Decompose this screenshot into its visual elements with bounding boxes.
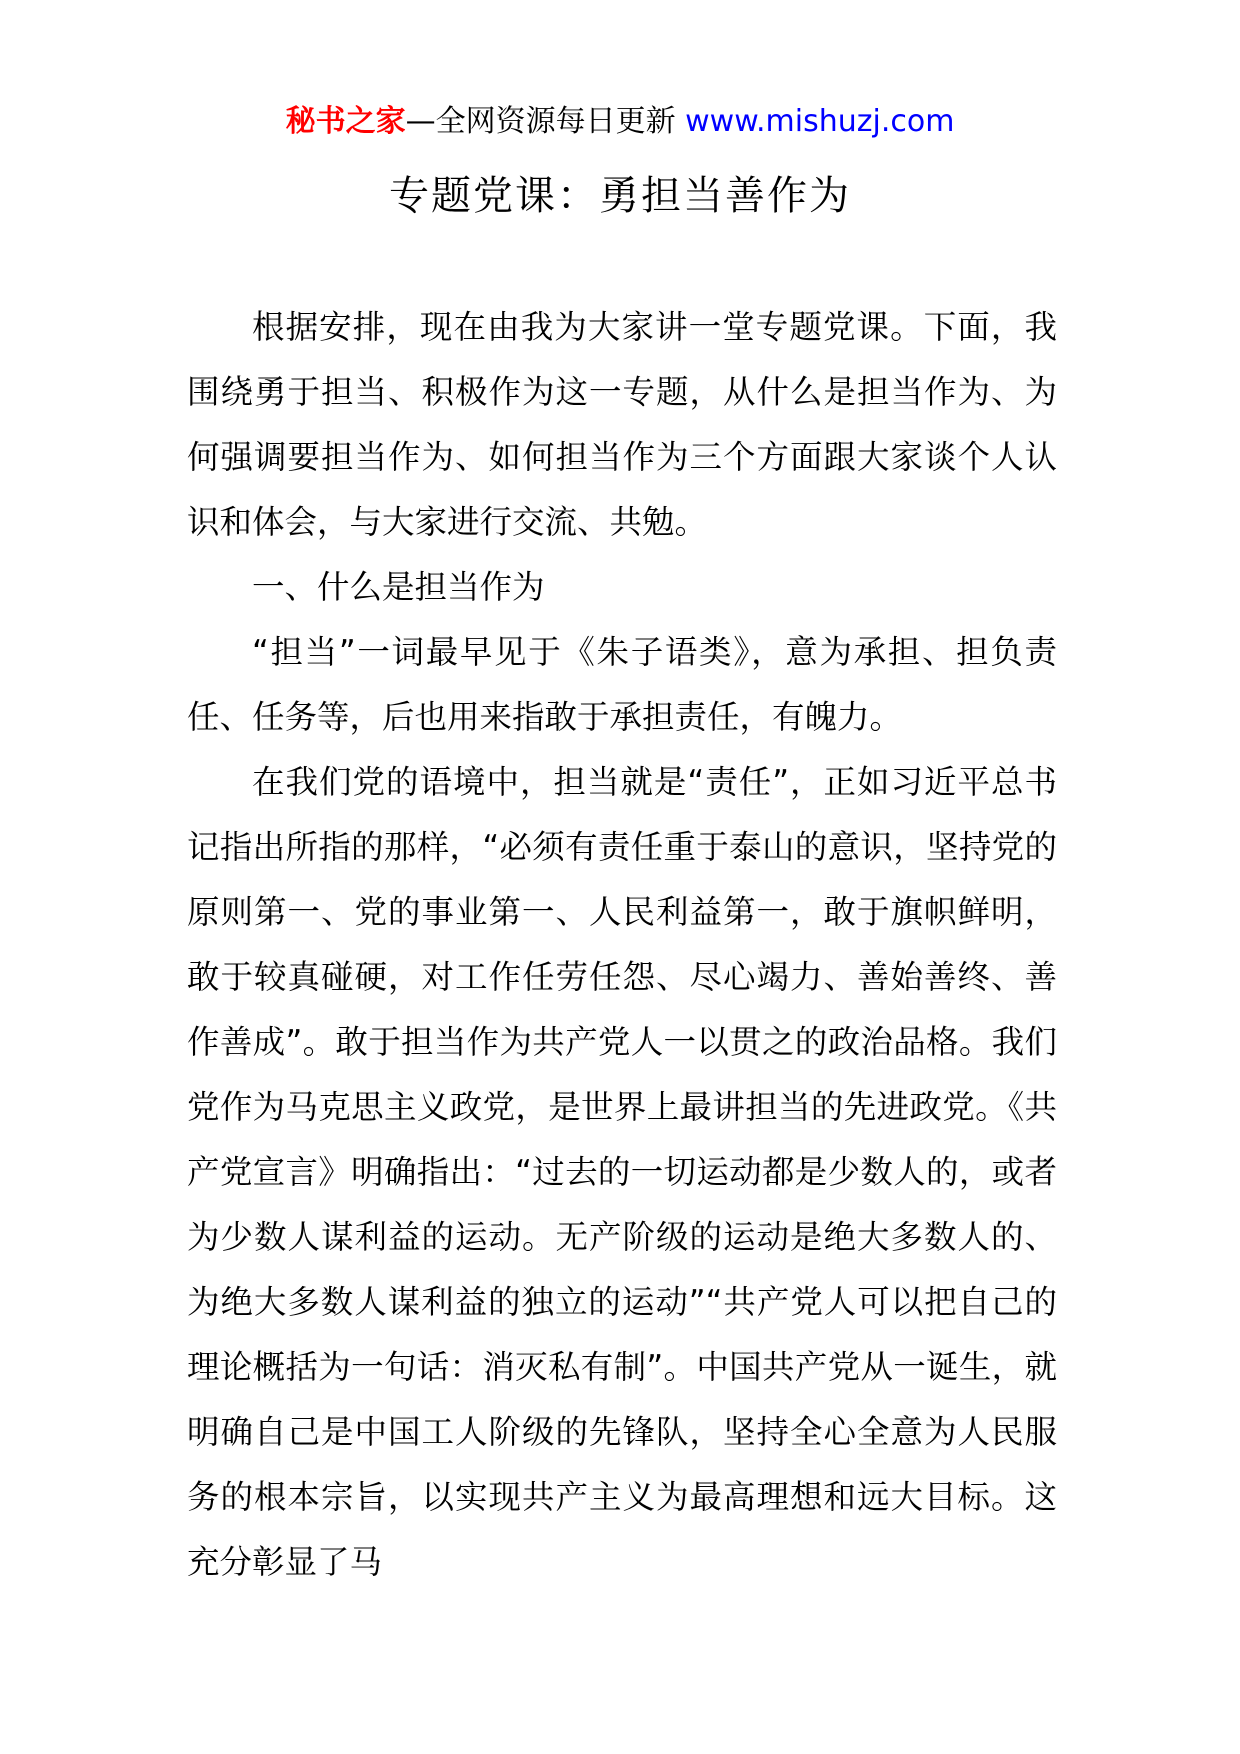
site-header: [0, 100, 1240, 144]
paragraph-intro: 根据安排，现在由我为大家讲一堂专题党课。下面，我围绕勇于担当、积极作为这一专题，从什么是担当作为、为何强调要担当作为、如何担当作为三个方面跟大家谈个人认识和体会，与大家进行交流、共勉。: [187, 308, 1057, 541]
document-title: 专题党课：勇担当善作为: [389, 173, 851, 219]
section-heading: 一、什么是担当作为: [252, 568, 545, 606]
paragraph-context: 在我们党的语境中，担当就是“责任”，正如习近平总书记指出所指的那样，“必须有责任重于泰山的意识，坚持党的原则第一、党的事业第一、人民利益第一，敢于旗帜鲜明，敢于较真碰硬，对工作任劳任怨、尽心竭力、善始善终、善作善成”。敢于担当作为共产党人一以贯之的政治品格。我们党作为马克思主义政党，是世界上最讲担当的先进政党。《共产党宣言》明确指出：“过去的一切运动都是少数人的，或者为少数人谋利益的运动。无产阶级的运动是绝大多数人的、为绝大多数人谋利益的独立的运动”“共产党人可以把自己的理论概括为一句话：消灭私有制”。中国共产党从一诞生，就明确自己是中国工人阶级的先锋队，坚持全心全意为人民服务的根本宗旨，以实现共产主义为最高理想和远大目标。这充分彰显了马: [187, 763, 1057, 1581]
site-url: www.mishuzj.com: [685, 104, 955, 139]
site-tagline: —全网资源每日更新: [405, 104, 676, 139]
document-body: [187, 295, 1057, 1595]
paragraph-definition: “担当”一词最早见于《朱子语类》，意为承担、担负责任、任务等，后也用来指敢于承担责任，有魄力。: [187, 633, 1057, 736]
brand-name: 秘书之家: [285, 104, 406, 139]
